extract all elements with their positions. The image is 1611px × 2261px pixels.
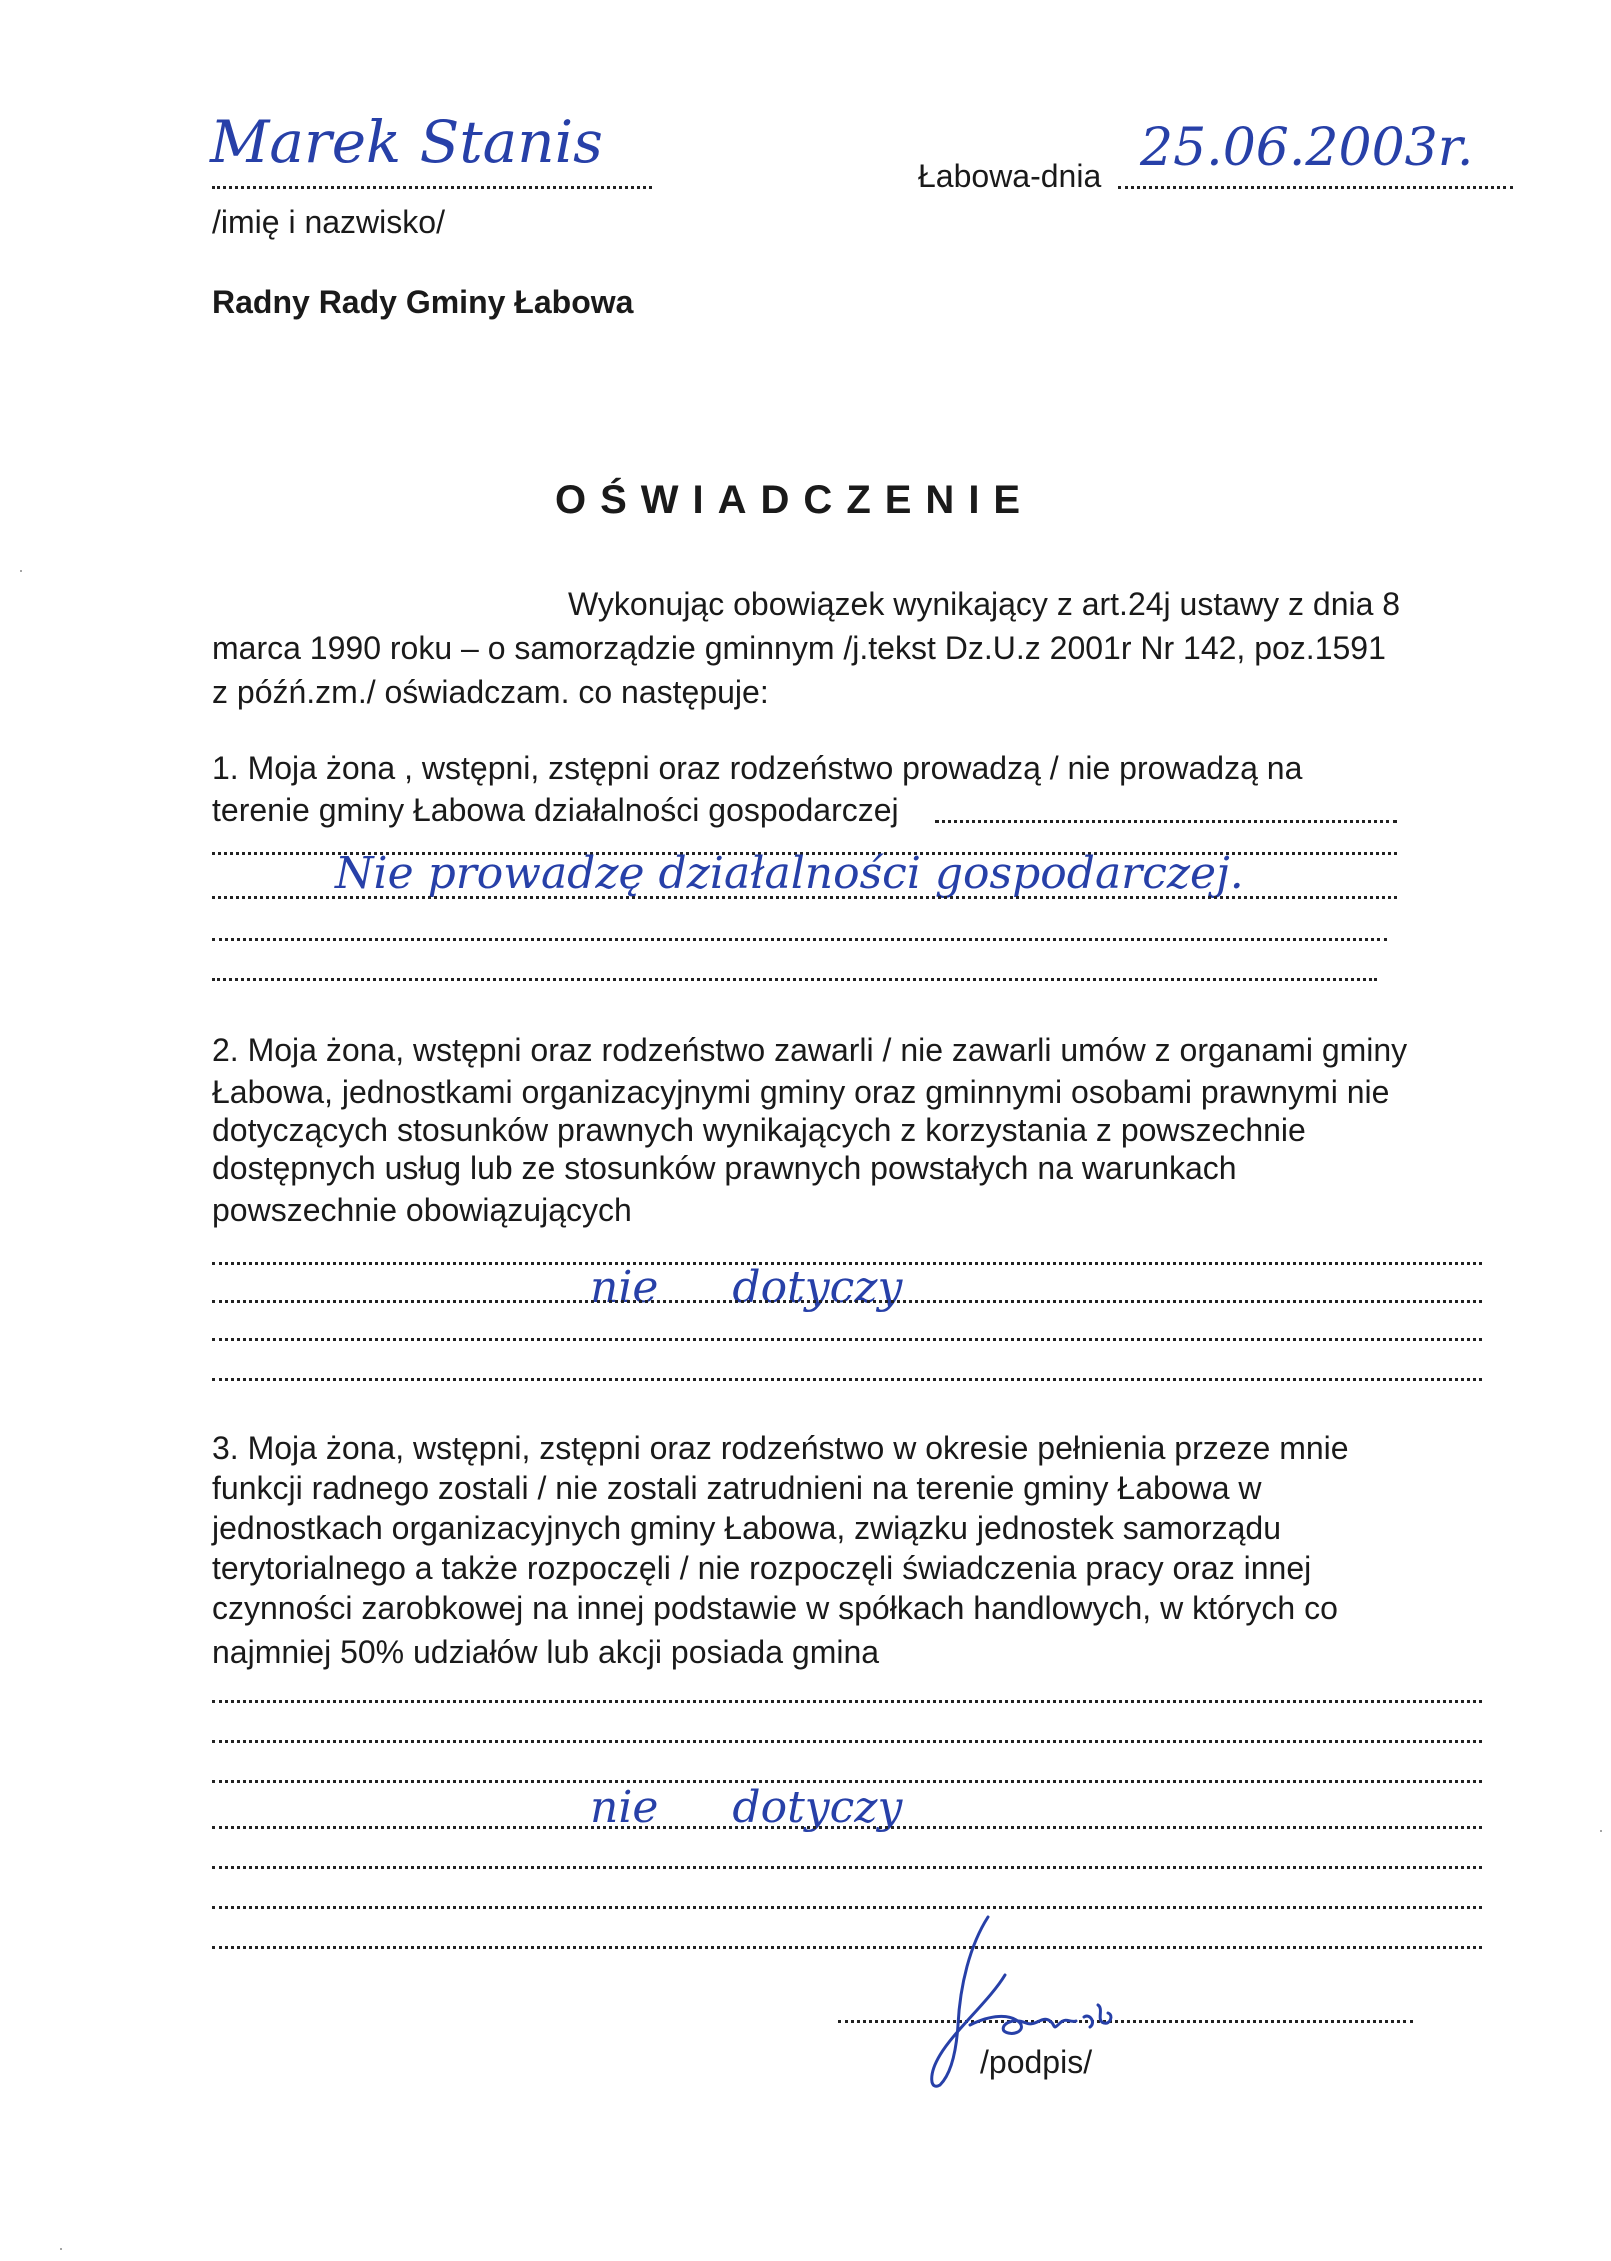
- section1-dotted-line: [935, 820, 1397, 823]
- intro-line-3: z późń.zm./ oświadczam. co następuje:: [212, 674, 769, 710]
- section3-line-3: jednostkach organizacyjnych gminy Łabowa, związku jednostek samorządu: [212, 1510, 1282, 1546]
- section3-answer: nie dotyczy: [590, 1782, 903, 1833]
- section2-line-4: dostępnych usług lub ze stosunków prawnych powstałych na warunkach: [212, 1150, 1237, 1186]
- section3-dotted-line: [212, 1700, 1482, 1703]
- section2-dotted-line: [212, 1300, 1482, 1303]
- page-title: OŚWIADCZENIE: [555, 478, 1035, 522]
- councillor-position: Radny Rady Gminy Łabowa: [212, 284, 634, 320]
- handwritten-date: 25.06.2003r.: [1140, 118, 1474, 178]
- scan-speck: [1600, 1830, 1602, 1832]
- section3-dotted-line: [212, 1826, 1482, 1829]
- date-dotted-line: [1118, 186, 1513, 189]
- section1-answer: Nie prowadzę działalności gospodarczej.: [335, 848, 1244, 899]
- intro-line-1: Wykonując obowiązek wynikający z art.24j ustawy z dnia 8: [568, 586, 1401, 622]
- section2-line-5: powszechnie obowiązujących: [212, 1192, 632, 1228]
- section3-line-1: 3. Moja żona, wstępni, zstępni oraz rodzeństwo w okresie pełnienia przeze mnie: [212, 1430, 1349, 1466]
- section3-dotted-line: [212, 1946, 1482, 1949]
- name-dotted-line: [212, 186, 652, 189]
- section3-dotted-line: [212, 1866, 1482, 1869]
- section3-line-5: czynności zarobkowej na innej podstawie w spółkach handlowych, w których co: [212, 1590, 1338, 1626]
- section1-dotted-line: [212, 896, 1397, 899]
- section3-line-6: najmniej 50% udziałów lub akcji posiada gmina: [212, 1634, 880, 1670]
- section1-dotted-line: [212, 978, 1377, 981]
- scan-speck: [60, 2248, 62, 2250]
- section3-line-2: funkcji radnego zostali / nie zostali zatrudnieni na terenie gminy Łabowa w: [212, 1470, 1262, 1506]
- section1-line-2: terenie gminy Łabowa działalności gospodarczej: [212, 792, 899, 828]
- section2-line-3: dotyczących stosunków prawnych wynikających z korzystania z powszechnie: [212, 1112, 1306, 1148]
- section1-line-1: 1. Moja żona , wstępni, zstępni oraz rodzeństwo prowadzą / nie prowadzą na: [212, 750, 1303, 786]
- place-label: Łabowa-dnia: [918, 158, 1102, 194]
- section3-line-4: terytorialnego a także rozpoczęli / nie rozpoczęli świadczenia pracy oraz innej: [212, 1550, 1312, 1586]
- scan-speck: [20, 570, 22, 572]
- handwritten-name: Marek Stanis: [210, 108, 603, 176]
- section2-line-1: 2. Moja żona, wstępni oraz rodzeństwo zawarli / nie zawarli umów z organami gminy: [212, 1032, 1408, 1068]
- section2-dotted-line: [212, 1378, 1482, 1381]
- signature-caption: /podpis/: [980, 2044, 1093, 2080]
- section2-answer: nie dotyczy: [590, 1262, 903, 1313]
- section1-dotted-line: [212, 938, 1387, 941]
- section2-dotted-line: [212, 1338, 1482, 1341]
- section3-dotted-line: [212, 1906, 1482, 1909]
- name-caption: /imię i nazwisko/: [212, 204, 445, 240]
- section2-line-2: Łabowa, jednostkami organizacyjnymi gminy oraz gminnymi osobami prawnymi nie: [212, 1074, 1390, 1110]
- intro-line-2: marca 1990 roku – o samorządzie gminnym /j.tekst Dz.U.z 2001r Nr 142, poz.1591: [212, 630, 1386, 666]
- section3-dotted-line: [212, 1740, 1482, 1743]
